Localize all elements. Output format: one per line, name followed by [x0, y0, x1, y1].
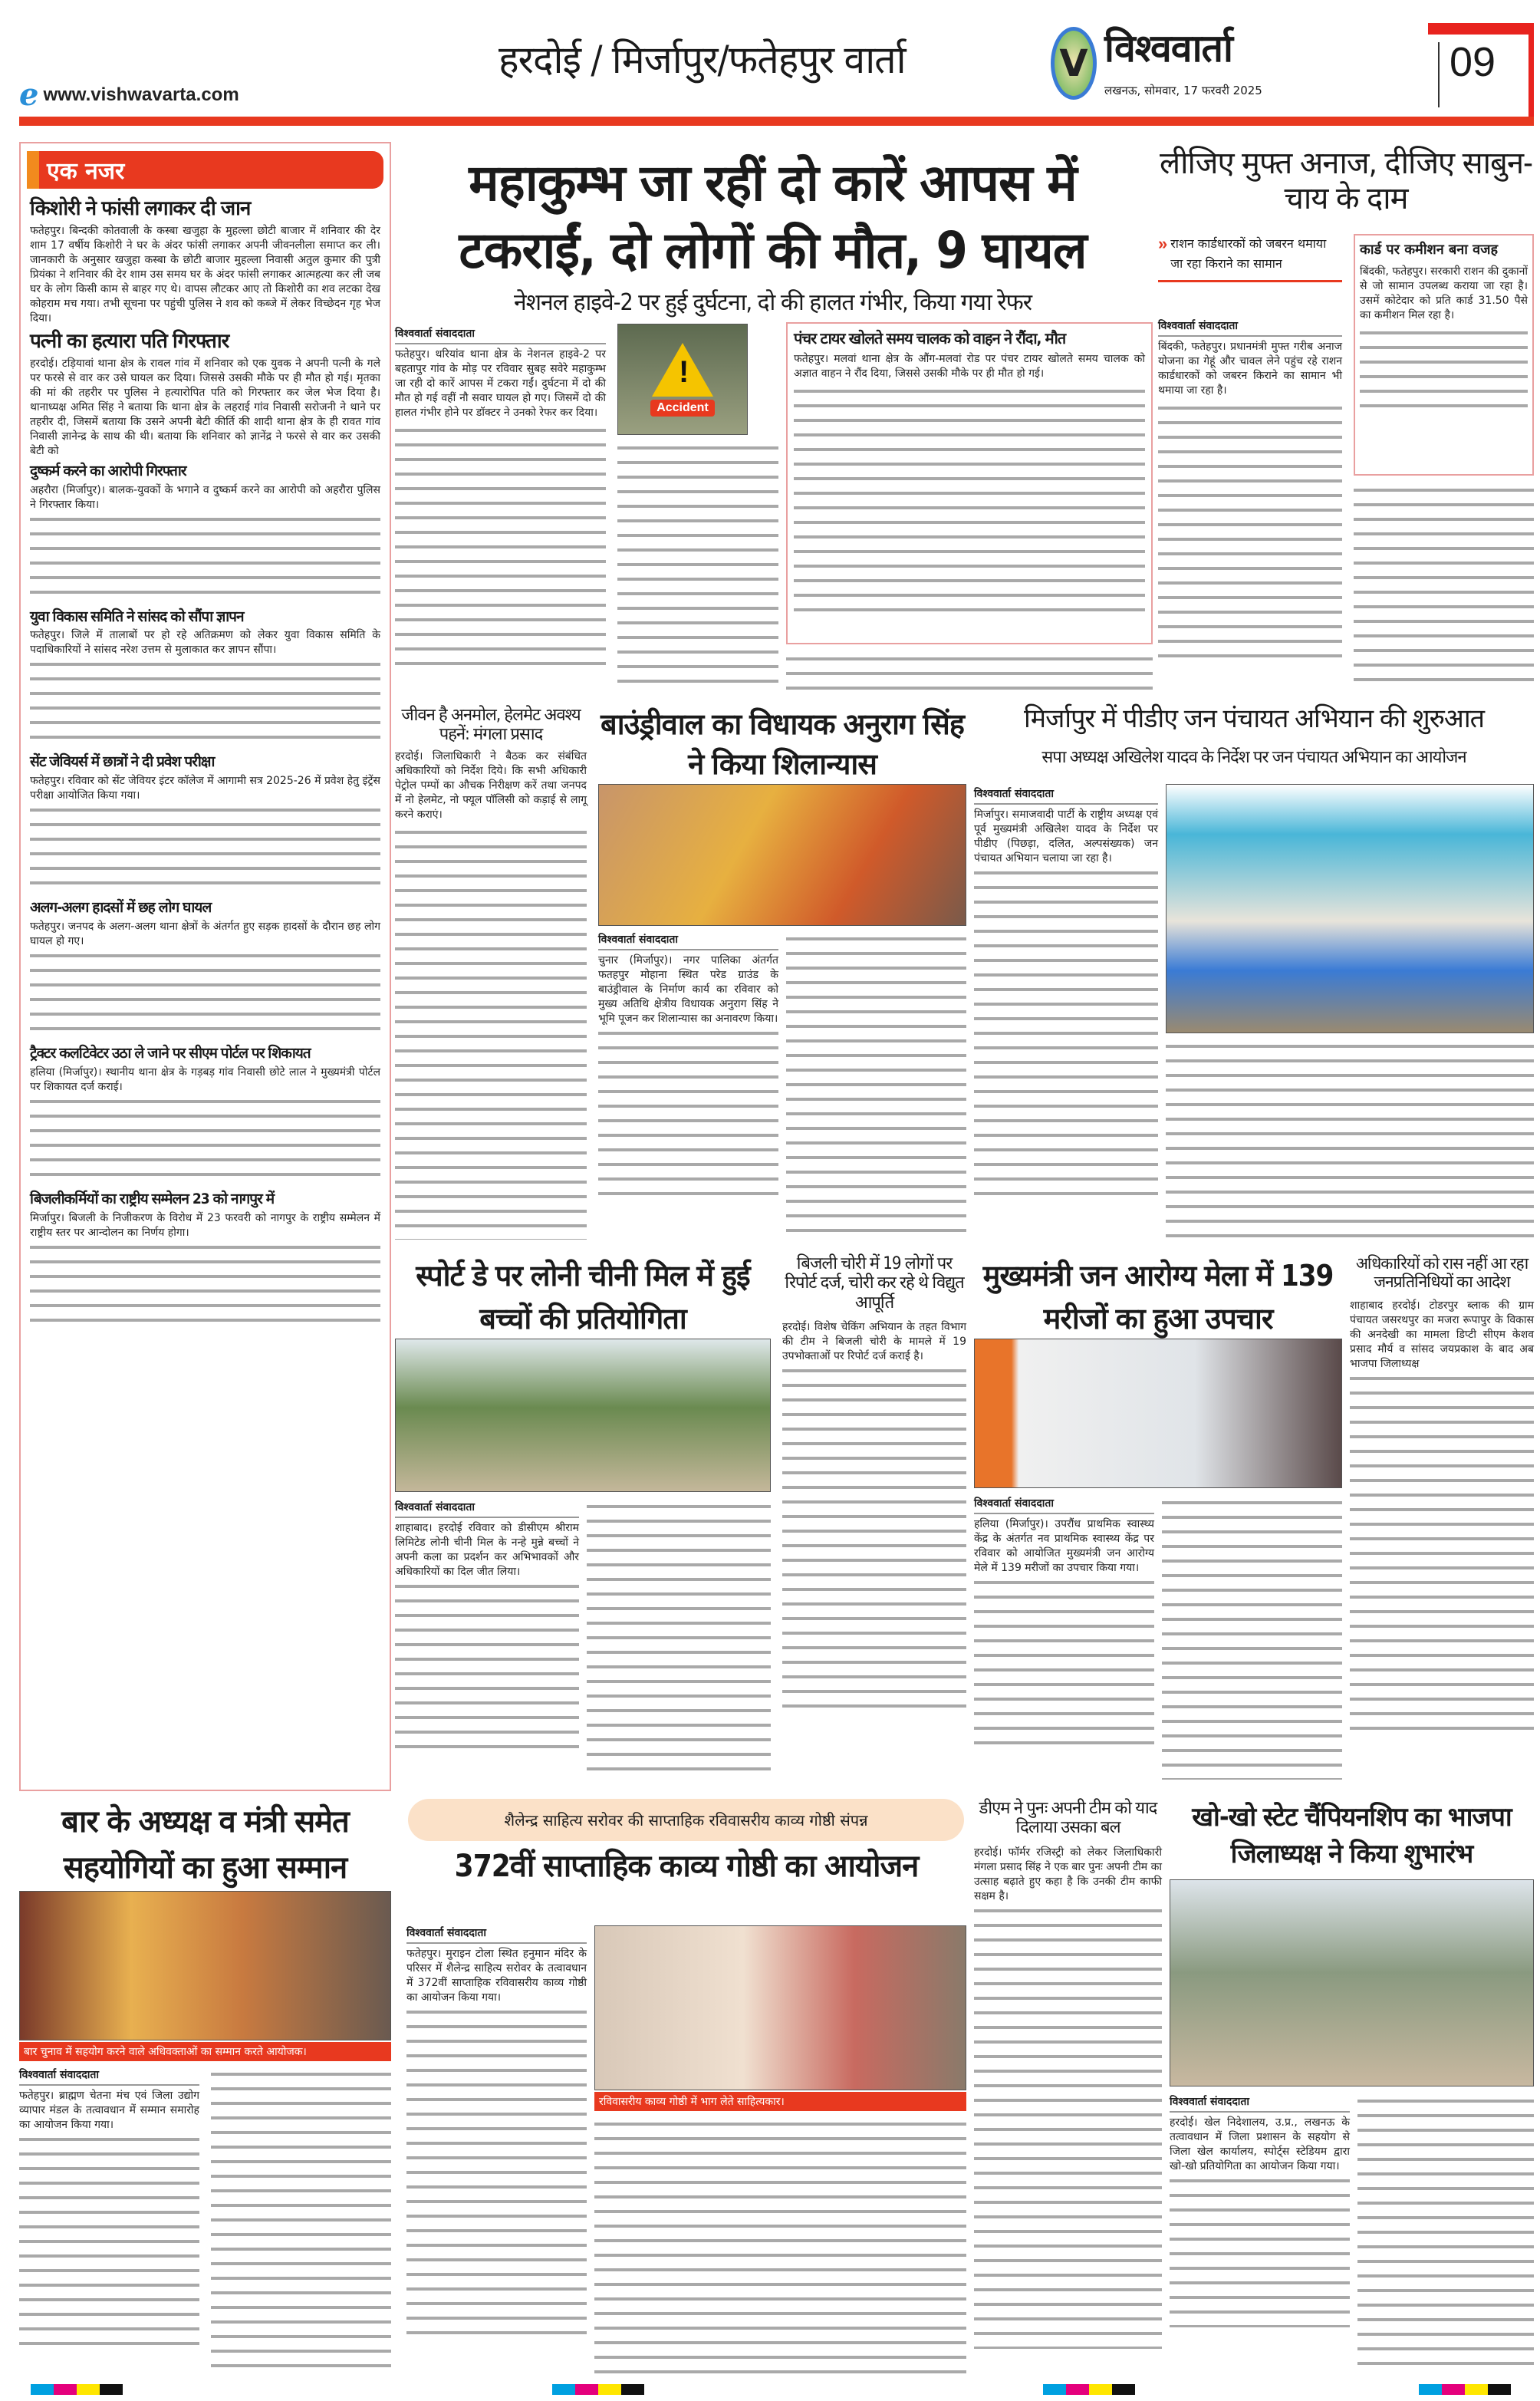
ek-nazar-text: फतेहपुर। जनपद के अलग-अलग थाना क्षेत्रों के अंतर्गत हुए सड़क हादसों के दौरान छह लोग घायल हो गए। — [30, 921, 380, 948]
page-number: 09 — [1450, 39, 1496, 85]
ek-nazar-headline: बिजलीकर्मियों का राष्ट्रीय सम्मेलन 23 को नागपुर में — [30, 1191, 275, 1207]
lead-text-continued — [395, 423, 606, 669]
commission-box-text: बिंदकी, फतेहपुर। सरकारी राशन की दुकानों से जो सामान उपलब्ध कराया जा रहा है। उसमें कोटेदार को प्रति कार्ड 31.50 पैसे का कमीशन मिल रहा है। — [1360, 265, 1528, 321]
kavya-col2 — [594, 2117, 966, 2374]
helmet-headline: जीवन है अनमोल, हेलमेट अवश्य पहनें: मंगला प्रसाद — [401, 706, 581, 745]
side-story-text-continued — [794, 384, 1145, 614]
side-story-text: फतेहपुर। मलवां थाना क्षेत्र के औंग-मलवां रोड पर पंचर टायर खोलते समय चालक को अज्ञात वाहन ने रौंद दिया, जिससे उसकी मौके पर ही मौत हो गई। — [794, 353, 1145, 380]
accident-photo — [617, 324, 748, 435]
kavya-text: फतेहपुर। मुराइन टोला स्थित हनुमान मंदिर के परिसर में शैलेन्द्र साहित्य सरोवर के तत्वावधान में 372वीं साप्ताहिक रविवासरीय काव्य गोष्ठी का आयोजन किया गया। — [406, 1948, 587, 2004]
byline: विश्ववार्ता संवाददाता — [395, 1500, 579, 1518]
pda-col2 — [1166, 1039, 1534, 1243]
khokho-continued — [1170, 2174, 1350, 2327]
sports-col2 — [587, 1500, 771, 1780]
boundary-photo — [598, 784, 966, 926]
byline: विश्ववार्ता संवाददाता — [1158, 318, 1342, 337]
divider — [1438, 42, 1440, 107]
ration-text: बिंदकी, फतेहपुर। प्रधानमंत्री मुफ्त गरीब अनाज योजना का गेहूं और चावल लेने पहुंच रहे राशन कार्डधारकों को जबरन किराने का सामान भी थमाया जा रहा है। — [1158, 341, 1342, 397]
ek-nazar-text-continued — [30, 803, 380, 895]
website-url[interactable]: e www.vishwavarta.com — [19, 77, 239, 113]
dateline: लखनऊ, सोमवार, 17 फरवरी 2025 — [1104, 84, 1262, 97]
helmet-text: हरदोई। जिलाधिकारी ने बैठक कर संबंधित अधिकारियों को निर्देश दिये। कि सभी अधिकारी पेट्रोल पम्पों का औचक निरीक्षण करें तथा जनपद में नो हेलमेट, नो फ्यूल पॉलिसी को कड़ाई से लागू करने कराएं। — [395, 749, 587, 821]
commission-box — [1354, 234, 1534, 476]
theft-text: हरदोई। विशेष चेकिंग अभियान के तहत विभाग की टीम ने बिजली चोरी के मामले में 19 उपभोक्ताओं पर रिपोर्ट दर्ज कराई है। — [782, 1320, 966, 1362]
byline: विश्ववार्ता संवाददाता — [974, 786, 1158, 805]
officers-continued — [1350, 1372, 1534, 1740]
pda-continued — [974, 866, 1158, 1204]
khokho-col2 — [1357, 2094, 1534, 2374]
sports-continued — [395, 1579, 579, 1756]
ek-nazar-label: एक नजर — [27, 151, 383, 189]
byline: विश्ववार्ता संवाददाता — [395, 326, 606, 344]
lead-subheadline: नेशनल हाइवे-2 पर हुई दुर्घटना, दो की हालत गंभीर, किया गया रेफर — [513, 289, 1032, 316]
print-color-bar — [1043, 2384, 1135, 2395]
boundary-headline: बाउंड्रीवाल का विधायक अनुराग सिंह ने किया शिलान्यास — [601, 707, 964, 781]
logo-globe-icon: V — [1051, 27, 1097, 100]
lead-text-col2 — [617, 441, 778, 687]
ek-nazar-text-continued — [30, 657, 380, 749]
print-color-bar — [552, 2384, 644, 2395]
accident-label: Accident — [650, 400, 715, 417]
byline: विश्ववार्ता संवाददाता — [19, 2067, 199, 2086]
ek-nazar-headline: किशोरी ने फांसी लगाकर दी जान — [30, 197, 251, 220]
commission-box-title: कार्ड पर कमीशन बना वजह — [1360, 242, 1499, 258]
print-color-bar — [31, 2384, 123, 2395]
ek-nazar-text: अहरौरा (मिर्जापुर)। बालक-युवकों के भगाने व दुष्कर्म करने का आरोपी को अहरौरा पुलिस ने गिरफ्तार किया। — [30, 483, 380, 511]
ration-headline: लीजिए मुफ्त अनाज, दीजिए साबुन-चाय के दाम — [1159, 146, 1533, 216]
side-story-tail — [786, 652, 1153, 698]
lead-text: फतेहपुर। थरियांव थाना क्षेत्र के नेशनल हाइवे-2 पर बहतापुर गांव के मोड़ पर रविवार सुबह सवेरे महाकुम्भ जा रही दो कारें आपस में टकरा गईं। दुर्घटना में दो की मौत हो गई वहीं नौ सवार घायल हो गए। जिसमें दो की हालत गंभीर होने पर डॉक्टर ने उनको रेफर कर दिया। — [395, 348, 606, 419]
pda-subheadline: सपा अध्यक्ष अखिलेश यादव के निर्देश पर जन पंचायत अभियान का आयोजन — [1041, 748, 1466, 767]
pda-headline: मिर्जापुर में पीडीए जन पंचायत अभियान की शुरुआत — [1023, 703, 1485, 734]
side-story-box — [786, 322, 1153, 644]
boundary-text: चुनार (मिर्जापुर)। नगर पालिका अंतर्गत फतहपुर मोहाना स्थित परेड ग्राउंड के बाउंड्रीवाल के निर्माण कार्य का रविवार को मुख्य अतिथि क्षेत्रीय विधायक अनुराग सिंह ने भूमि पूजन कर शिलान्यास का अनावरण किया। — [598, 954, 778, 1025]
ek-nazar-text-continued — [30, 512, 380, 604]
commission-box-continued — [1360, 326, 1528, 418]
byline: विश्ववार्ता संवाददाता — [974, 1496, 1154, 1514]
ek-nazar-text: मिर्जापुर। बिजली के निजीकरण के विरोध में 23 फरवरी को नागपुर के राष्ट्रीय सम्मेलन में राष्ट्रीय स्तर पर आन्दोलन का निर्णय होगा। — [30, 1211, 380, 1239]
kavya-banner: शैलेन्द्र साहित्य सरोवर की साप्ताहिक रविवासरीय काव्य गोष्ठी संपन्न — [408, 1799, 964, 1841]
newspaper-logo: विश्ववार्ता — [1104, 26, 1232, 71]
byline: विश्ववार्ता संवाददाता — [598, 932, 778, 950]
ek-nazar-headline: पत्नी का हत्यारा पति गिरफ्तार — [30, 329, 229, 353]
lead-headline: महाकुम्भ जा रहीं दो कारें आपस में टकराईं, दो लोगों की मौत, 9 घायल — [459, 153, 1087, 280]
pda-photo — [1166, 784, 1534, 1033]
ration-col3 — [1354, 483, 1534, 690]
arogya-col2 — [1162, 1496, 1342, 1780]
theft-continued — [782, 1364, 966, 1717]
officers-text: शाहाबाद हरदोई। टोडरपुर ब्लाक की ग्राम पंचायत जसरथपुर का मजरा रूपापुर के विकास की अनदेखी का मामला डिप्टी सीएम केशव प्रसाद मौर्य व सांसद जयप्रकाश के बाद अब भाजपा जिलाध्यक्ष — [1350, 1299, 1534, 1371]
officers-headline: अधिकारियों को रास नहीं आ रहा जनप्रतिनिधियों का आदेश — [1355, 1254, 1528, 1292]
bar-text: फतेहपुर। ब्राह्मण चेतना मंच एवं जिला उद्योग व्यापार मंडल के तत्वावधान में सम्मान समारोह का आयोजन किया गया। — [19, 2090, 199, 2131]
dm-headline: डीएम ने पुनः अपनी टीम को याद दिलाया उसका बल — [979, 1799, 1157, 1838]
kavya-photo — [594, 1925, 966, 2090]
warning-sign-icon: ! — [652, 343, 713, 397]
byline: विश्ववार्ता संवाददाता — [406, 1925, 587, 1944]
bar-continued — [19, 2133, 199, 2347]
ek-nazar-headline: युवा विकास समिति ने सांसद को सौंपा ज्ञापन — [30, 608, 244, 625]
dm-continued — [974, 1904, 1162, 2349]
khokho-headline: खो-खो स्टेट चैंपियनशिप का भाजपा जिलाध्यक्ष ने किया शुभारंभ — [1192, 1802, 1512, 1869]
boundary-col2 — [786, 932, 966, 1243]
side-story-headline: पंचर टायर खोलते समय चालक को वाहन ने रौंदा, मौत — [794, 329, 1066, 347]
page-number-frame-side — [1528, 23, 1534, 123]
theft-headline: बिजली चोरी में 19 लोगों पर रिपोर्ट दर्ज, चोरी कर रहे थे विद्युत आपूर्ति — [785, 1254, 964, 1312]
ek-nazar-text: हरदोई। टड़ियावां थाना क्षेत्र के रावल गांव में शनिवार को एक युवक ने अपनी पत्नी के गले पर फरसे से वार कर उसे घायल कर दिया। जिससे उसकी मौके पर ही मौत हो गई। मृतका की मां की तहरीर पर पुलिस ने हत्यारोपित पति को गिरफ्तार कर जेल भेज दिया है। थानाध्यक्ष अमित सिंह ने बताया कि थाना क्षेत्र के लहराई गांव निवासी सरोजनी ने थाने पर तहरीर दी, जिसमें बताया कि उसने अपनी बेटी कीर्ति की शादी थाना क्षेत्र के ही रावत गांव निवासी ज्ञानेन्द्र के साथ की थी। बताया कि शनिवार को ज्ञानेंद्र ने फरसे से वार कर उसकी बेटी को — [30, 357, 380, 457]
ek-nazar-text: फतेहपुर। बिन्दकी कोतवाली के कस्बा खजुहा के मुहल्ला छोटी बाजार में शनिवार की देर शाम 17 वर्षीय किशोरी ने घर के अंदर फांसी लगाकर अपनी जीवनलीला समाप्त कर ली। जानकारी के अनुसार खजुहा कस्बा के छोटी बाजार मुहल्ला निवासी अतुल कुमार की पुत्री प्रियंका ने शनिवार की देर शाम उस समय घर के अंदर फांसी लगाकर आत्महत्या कर ली जब घर के लोग किसी काम से बाहर गए थे। वापस लौटकर आए तो किशोरी का शव लटका देख कोहराम मच गया। तभी सूचना पर पहुंची पुलिस ने शव को कब्जे में लेकर विच्छेदन गृह भेज दिया। — [30, 224, 380, 324]
bar-photo-caption: बार चुनाव में सहयोग करने वाले अधिवक्ताओं का सम्मान करते आयोजक। — [19, 2042, 391, 2061]
kavya-continued — [406, 2005, 587, 2335]
helmet-text-continued — [395, 825, 587, 1240]
sports-text: शाहाबाद। हरदोई रविवार को डीसीएम श्रीराम लिमिटेड लोनी चीनी मिल के नन्हे मुन्ने बच्चों ने अपनी कला का प्रदर्शन कर अभिभावकों और अधिकारियों का दिल जीत लिया। — [395, 1522, 579, 1578]
ek-nazar-headline: अलग-अलग हादसों में छह लोग घायल — [30, 899, 212, 917]
page-number-frame — [1428, 23, 1534, 35]
byline: विश्ववार्ता संवाददाता — [1170, 2094, 1350, 2113]
kavya-headline: 372वीं साप्ताहिक काव्य गोष्ठी का आयोजन — [454, 1849, 919, 1884]
arogya-continued — [974, 1576, 1154, 1744]
khokho-text: हरदोई। खेल निदेशालय, उ.प्र., लखनऊ के तत्वावधान में जिला प्रशासन के सहयोग से जिला खेल कार्यालय, स्पोर्ट्स स्टेडियम द्वारा खो-खो प्रतियोगिता का आयोजन किया गया। — [1170, 2116, 1350, 2172]
arogya-headline: मुख्यमंत्री जन आरोग्य मेला में 139 मरीजों का हुआ उपचार — [982, 1259, 1334, 1336]
browser-e-icon: e — [19, 77, 39, 113]
arogya-photo — [974, 1339, 1342, 1488]
ek-nazar-text: फतेहपुर। जिले में तालाबों पर हो रहे अतिक्रमण को लेकर युवा विकास समिति के पदाधिकारियों ने सांसद नरेश उत्तम से मुलाकात कर ज्ञापन सौंपा। — [30, 629, 380, 657]
ration-text-continued — [1158, 401, 1342, 662]
pda-text: मिर्जापुर। समाजवादी पार्टी के राष्ट्रीय अध्यक्ष एवं पूर्व मुख्यमंत्री अखिलेश यादव के निर्देश पर पीडीए (पिछड़ा, दलित, अल्पसंख्यक) जन पंचायत अभियान चलाया जा रहा है। — [974, 809, 1158, 865]
ration-blurb: राशन कार्डधारकों को जबरन थमाया जा रहा किराने का सामान — [1170, 236, 1327, 271]
kavya-photo-caption: रविवासरीय काव्य गोष्ठी में भाग लेते साहित्यकार। — [594, 2092, 966, 2111]
bar-photo — [19, 1891, 391, 2040]
ek-nazar-text-continued — [30, 1095, 380, 1187]
ek-nazar-headline: सेंट जेवियर्स में छात्रों ने दी प्रवेश परीक्षा — [30, 753, 215, 771]
double-chevron-icon: » — [1158, 234, 1168, 253]
sports-photo — [395, 1339, 771, 1492]
dm-text: हरदोई। फॉर्मर रजिस्ट्री को लेकर जिलाधिकारी मंगला प्रसाद सिंह ने एक बार पुनः अपनी टीम का उत्साह बढ़ाते हुए कहा है कि उनकी टीम काफी सक्षम है। — [974, 1846, 1162, 1902]
bar-col2 — [211, 2067, 391, 2374]
boundary-continued — [598, 1026, 778, 1203]
ek-nazar-text: हलिया (मिर्जापुर)। स्थानीय थाना क्षेत्र के गड़बड़ गांव निवासी छोटे लाल ने मुख्यमंत्री पोर्टल पर शिकायत दर्ज कराई। — [30, 1066, 380, 1093]
header-rule — [19, 117, 1534, 126]
bar-headline: बार के अध्यक्ष व मंत्री समेत सहयोगियों का हुआ सम्मान — [61, 1804, 349, 1886]
ek-nazar-text: फतेहपुर। रविवार को सेंट जेवियर इंटर कॉलेज में आगामी सत्र 2025-26 में प्रवेश हेतु इंट्रेंस परीक्षा आयोजित किया गया। — [30, 775, 380, 802]
ek-nazar-text-continued — [30, 949, 380, 1041]
khokho-photo — [1170, 1879, 1534, 2086]
sports-headline: स्पोर्ट डे पर लोनी चीनी मिल में हुई बच्चों की प्रतियोगिता — [416, 1259, 750, 1336]
ek-nazar-headline: दुष्कर्म करने का आरोपी गिरफ्तार — [30, 462, 186, 479]
arogya-text: हलिया (मिर्जापुर)। उपरौंध प्राथमिक स्वास्थ्य केंद्र के अंतर्गत नव प्राथमिक स्वास्थ्य केंद्र पर रविवार को आयोजित मुख्यमंत्री जन आरोग्य मेले में 139 मरीजों का उपचार किया गया। — [974, 1518, 1154, 1574]
print-color-bar — [1419, 2384, 1511, 2395]
section-title: हरदोई / मिर्जापुर/फतेहपुर वार्ता — [499, 38, 906, 82]
ek-nazar-headline: ट्रैक्टर कलटिवेटर उठा ले जाने पर सीएम पोर्टल पर शिकायत — [30, 1045, 311, 1062]
ek-nazar-text-continued — [30, 1240, 380, 1332]
ek-nazar-box — [19, 142, 391, 1791]
